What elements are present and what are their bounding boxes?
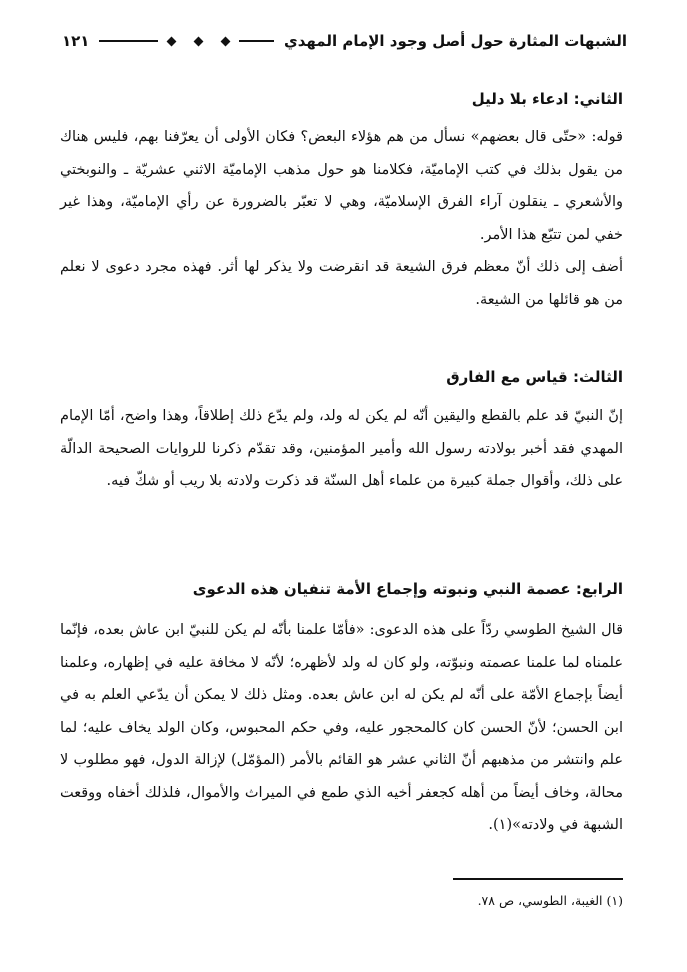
header-ornament <box>99 38 273 45</box>
section-heading-second: الثاني: ادعاء بلا دليل <box>471 90 623 108</box>
footnote: (١) الغيبة، الطوسي، ص ٧٨. <box>477 893 623 908</box>
paragraph: قال الشيخ الطوسي ردّاً على هذه الدعوى: «فأمّا علمنا بأنّه لم يكن للنبيّ ابن عاش بعده، فإنّما علمناه لما علمنا عصمته ونبوّته، ولو كان له ولد لأظهره؛ لأنّه لا مخافة عليه في إظهاره، وعلمنا أيضاً بإجماع الأمّة على أنّه لم يكن له ابن عاش بعده. ومثل ذلك لا يمكن أن يدّعي العلم به في ابن الحسن؛ لأنّ الحسن كان كالمحجور عليه، وفي حكم المحبوس، وكان الولد يخاف عليه؛ لما علم وانتشر من مذهبهم أنّ الثاني عشر هو القائم بالأمر (المؤمّل) لإزالة الدول، فهو مطلوب لا محالة، وخاف أيضاً من أهله كجعفر أخيه الذي طمع في الميراث والأموال، فلذلك أخفاه ووقعت الشبهة في ولادته»(١). <box>60 622 623 833</box>
paragraph: إنّ النبيّ قد علم بالقطع واليقين أنّه لم يكن له ولد، ولم يدّع ذلك إطلاقاً، وهذا واضح، أمّا الإمام المهدي فقد أخبر بولادته رسول الله وأمير المؤمنين، وقد تقدّم ذكرنا للروايات الصحيحة الدالّة على ذلك، وأقوال جملة كبيرة من علماء أهل السنّة قد ذكرت ولادته بلا ريب أو شكّ فيه. <box>60 408 623 489</box>
section-body-second <box>60 121 623 316</box>
section-heading-third: الثالث: قياس مع الفارق <box>446 368 623 386</box>
footnote-rule <box>453 878 623 880</box>
page-number: ١٢١ <box>62 32 90 50</box>
section-heading-fourth: الرابع: عصمة النبي ونبوته وإجماع الأمة تنفيان هذه الدعوى <box>192 580 623 598</box>
section-body-fourth <box>60 614 623 842</box>
paragraph: أضف إلى ذلك أنّ معظم فرق الشيعة قد انقرضت ولا يذكر لها أثر. فهذه مجرد دعوى لا نعلم من هو قائلها من الشيعة. <box>60 259 623 308</box>
paragraph: قوله: «حتّى قال بعضهم» نسأل من هم هؤلاء البعض؟ فكان الأولى أن يعرّفنا بهم، فليس هناك من يقول بذلك في كتب الإماميّة، فكلامنا هو حول مذهب الإماميّة الاثني عشريّة ـ والنوبختي والأشعري ـ ينقلون آراء الفرق الإسلاميّة، وهي لا تعبّر بالضرورة عن رأي الإماميّة، وهذا غير خفي لمن تتبّع هذا الأمر. <box>60 129 623 243</box>
section-body-third <box>60 400 623 498</box>
running-header <box>62 28 627 54</box>
running-title: الشبهات المثارة حول أصل وجود الإمام المهدي <box>283 32 627 50</box>
